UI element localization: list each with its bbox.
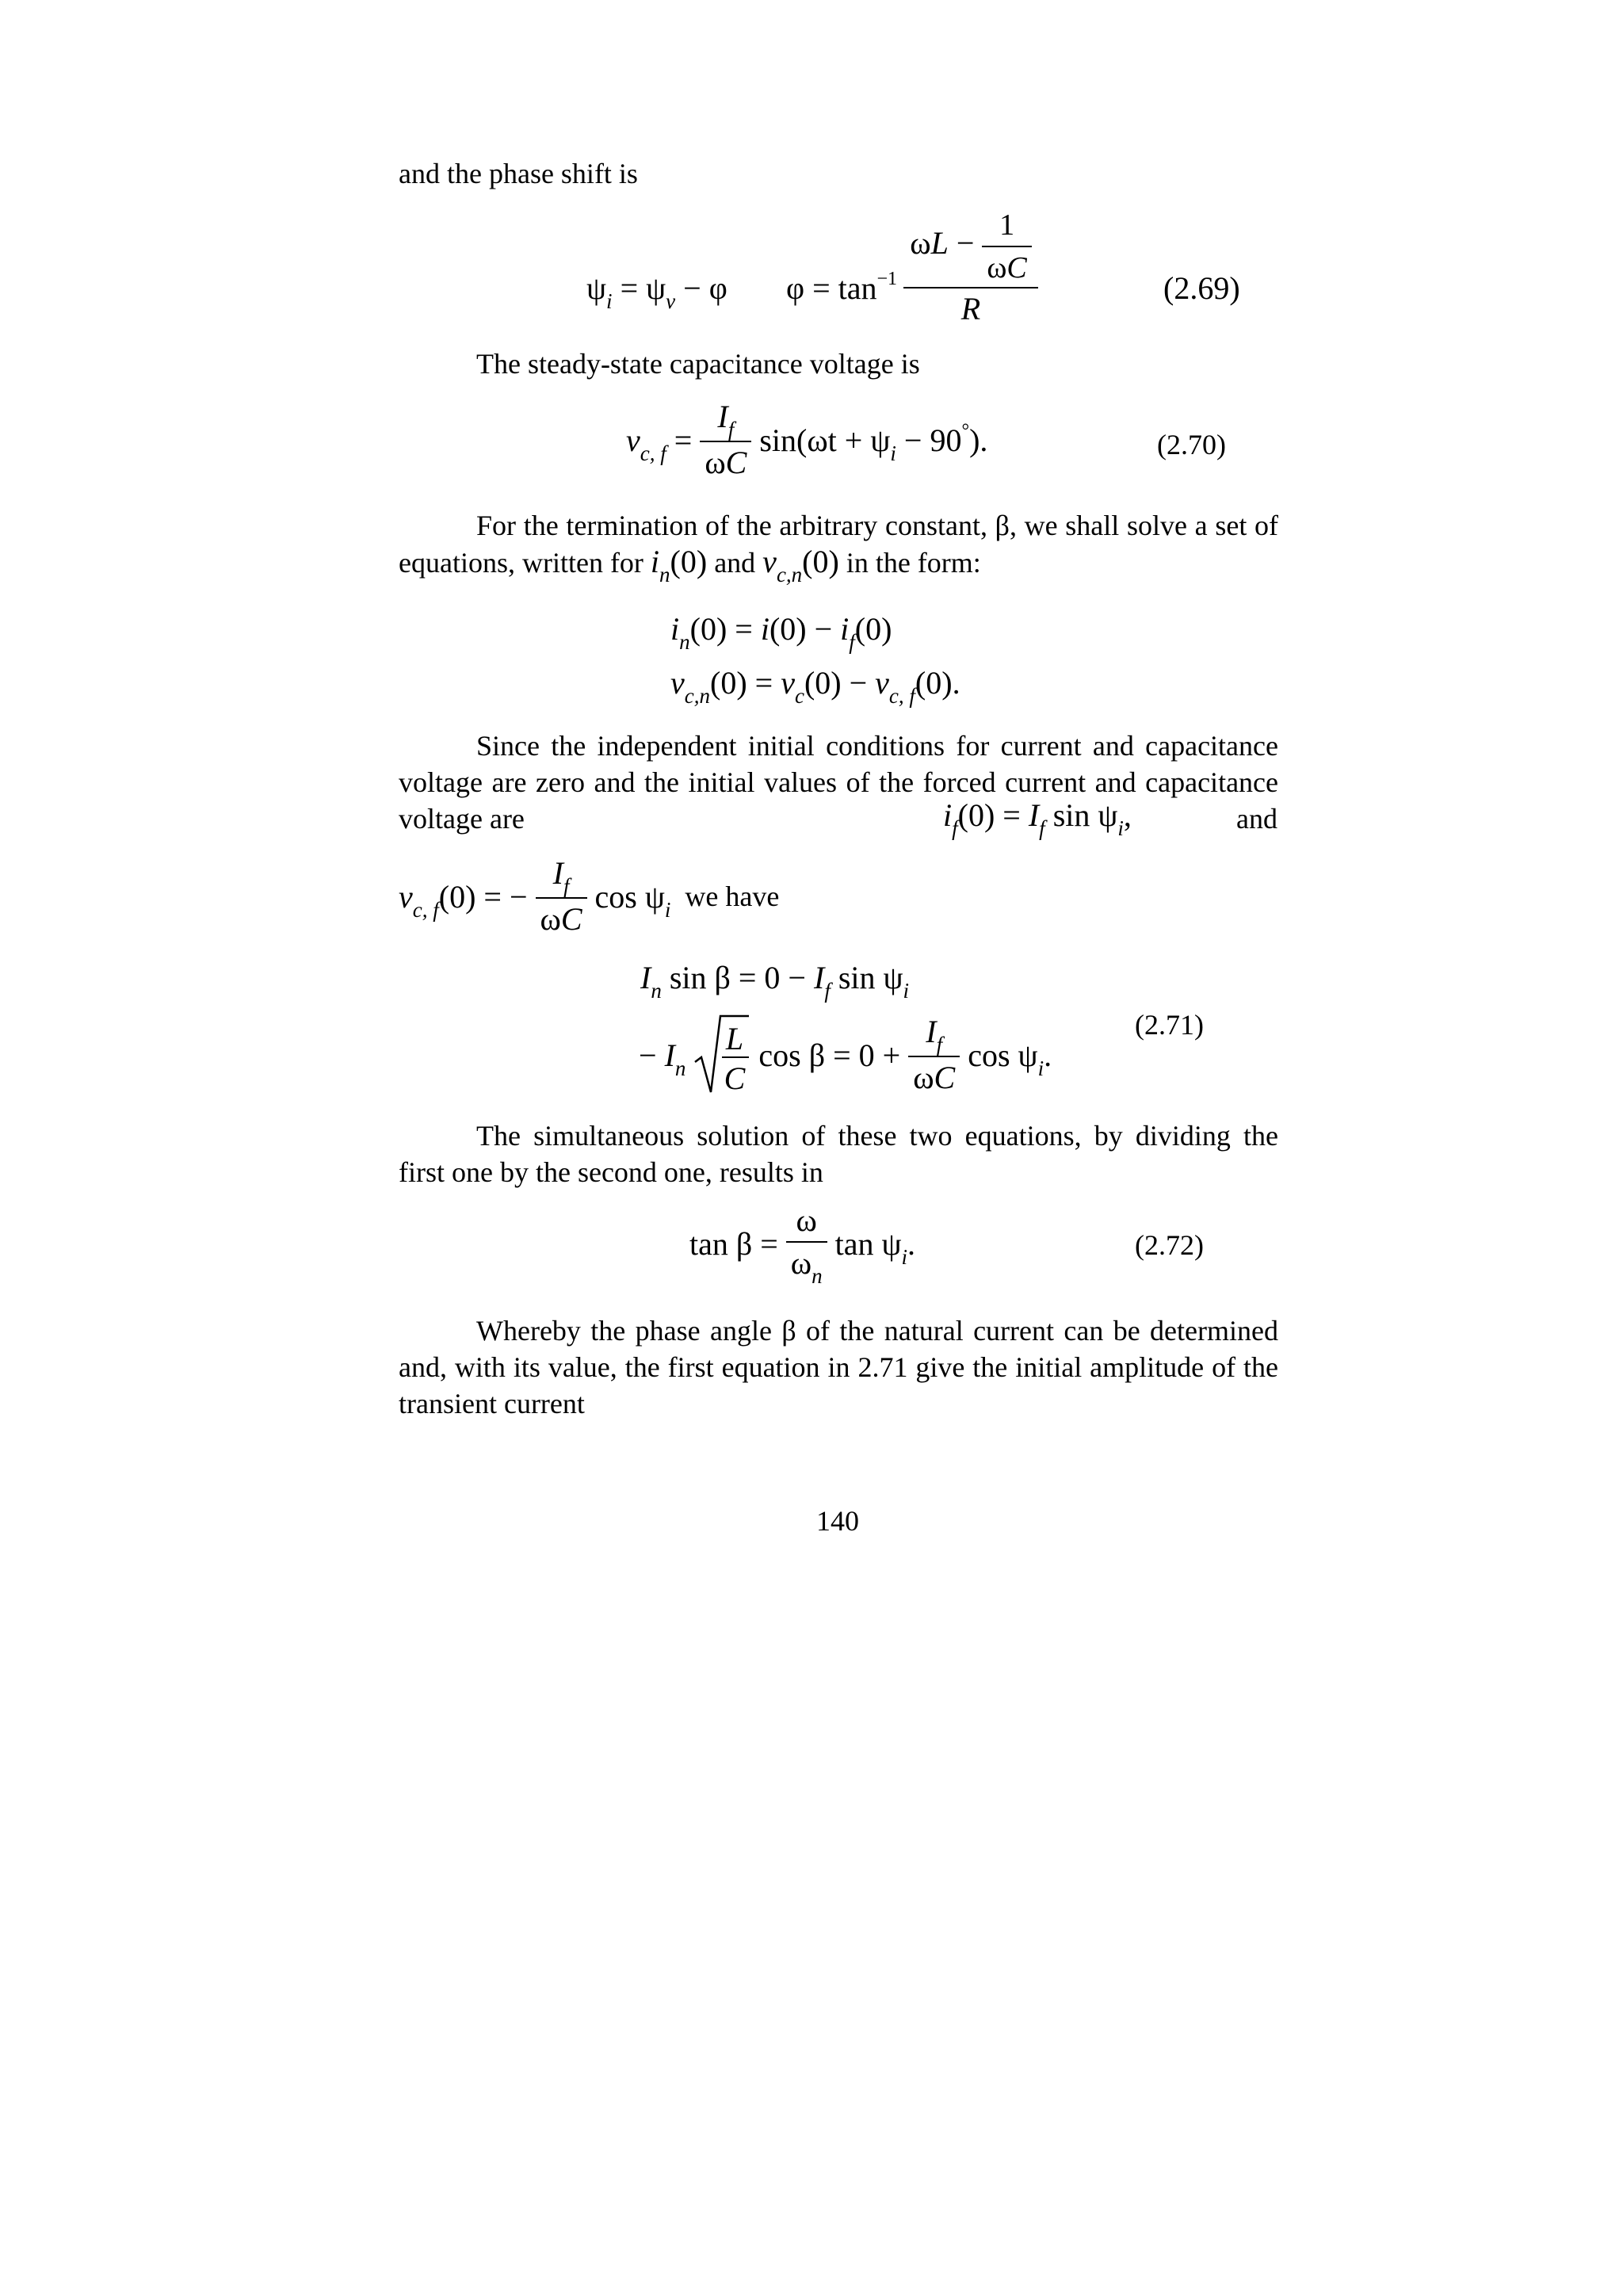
svg-text:C: C: [724, 1060, 746, 1096]
paragraph-text: For the termination of the arbitrary constant, β, we shall solve a set of equations, written for: [399, 510, 1278, 579]
svg-text:L: L: [726, 1021, 744, 1056]
paragraph-initial-conditions: Since the independent initial conditions for current and capacitance voltage are zero and the initial values of the forced current and capacitance voltage are: [399, 730, 1278, 835]
paragraph-phase-shift-intro: and the phase shift is: [399, 158, 638, 189]
paragraph-termination-constant: For the termination of the arbitrary constant, β, we shall solve a set of equations, written for $i_n(0)$ and $v_{c,n}(0)$ in the form:: [399, 510, 1278, 586]
conjunction-and-line: and: [1236, 803, 1277, 835]
equation-number-2-71: (2.71): [1135, 1009, 1204, 1041]
conjunction-and: and: [714, 547, 756, 579]
square-root: [693, 1013, 750, 1097]
paragraph-phase-angle-result: Whereby the phase angle β of the natural current can be determined and, with its value, the first equation in 2.71 give the initial amplitude of the transient current: [399, 1315, 1278, 1419]
we-have-text: we have: [685, 881, 780, 912]
equation-2-70: $v_{c, f}$ = $\frac{I_f}{\omega C}$ $\sin(\omega t + \psi_i - 90^\circ)$.: [626, 399, 988, 480]
equation-number-2-70: (2.70): [1157, 429, 1226, 460]
equation-2-71-line-1: $I_n$ $\sin \beta = 0 - I_f$ $\sin \psi_i$: [640, 960, 910, 1003]
paragraph-steady-state-voltage: The steady-state capacitance voltage is: [476, 348, 920, 380]
equation-natural-voltage-initial: $v_{c,n}(0) = v_c(0) - v_{c, f}(0)$.: [670, 665, 960, 708]
equation-2-71-line-2: − $I_n$ L C cos β = 0 + $\frac{I_f}{\omega C}$ $\cos \psi_i$.: [639, 1014, 1052, 1096]
equation-number-2-69: (2.69): [1163, 270, 1240, 306]
equation-natural-current-initial: $i_n(0) = i(0) - i_f(0)$: [670, 611, 892, 654]
document-page: and the phase shift is $\psi_i = \psi_v - \varphi$ $\varphi = \tan^{-1}$ ωL − $\frac{1}{\omega C}$ R (2.69) The steady-state capacitance voltage is $v_{c, f}$ = $\frac{I_f}{\omega C}$ $\sin(\omega t + \psi_i - 90^\circ)$. (2.70) For the termination of the arbitrary constant, β, we shall solve a set of equations, written for $i_n(0)$ and $v_{c,n}(0)$ in the form: $i_n(0) = i(0) - i_f(0)$ $v_{c,n}(0) = v_c(0) - v_{c, f}(0)$. Since the independent initial conditions for current and capacitance voltage are zero and the initial values of the forced current and capacitance voltage are $i_f(0) = I_f$ $\sin \psi_i$, and $v_{c, f}(0)$ = − $\frac{I_f}{\omega C}$ $\cos \psi_i$ we have $I_n$ $\sin \beta = 0 - I_f$ $\sin \psi_i$ − $I_n$ L C cos β = 0 + $\frac{I_f}{\omega C}$ $\cos \psi_i$. (2.71) The simultaneous solution of these two equations, by dividing the first one by the second one, results in tan β = $\frac{\omega}{\omega_n}$ $\tan \psi_i$. (2.72) Whereby the phase angle β of the natural current can be determined and, with its value, the first equation in 2.71 give the initial amplitude of the transient current 140: [0, 0, 1623, 2296]
paragraph-text-end: in the form:: [846, 547, 981, 579]
equation-forced-voltage-initial: $v_{c, f}(0)$ = − $\frac{I_f}{\omega C}$ $\cos \psi_i$ we have: [399, 855, 780, 937]
page-number: 140: [816, 1505, 859, 1537]
equation-number-2-72: (2.72): [1135, 1229, 1204, 1261]
equation-forced-current-initial: $i_f(0) = I_f$ $\sin \psi_i$,: [943, 797, 1132, 840]
equation-2-72: tan β = $\frac{\omega}{\omega_n}$ $\tan \psi_i$.: [689, 1202, 916, 1288]
paragraph-simultaneous-solution: The simultaneous solution of these two equations, by dividing the first one by the second one, results in: [399, 1120, 1278, 1188]
